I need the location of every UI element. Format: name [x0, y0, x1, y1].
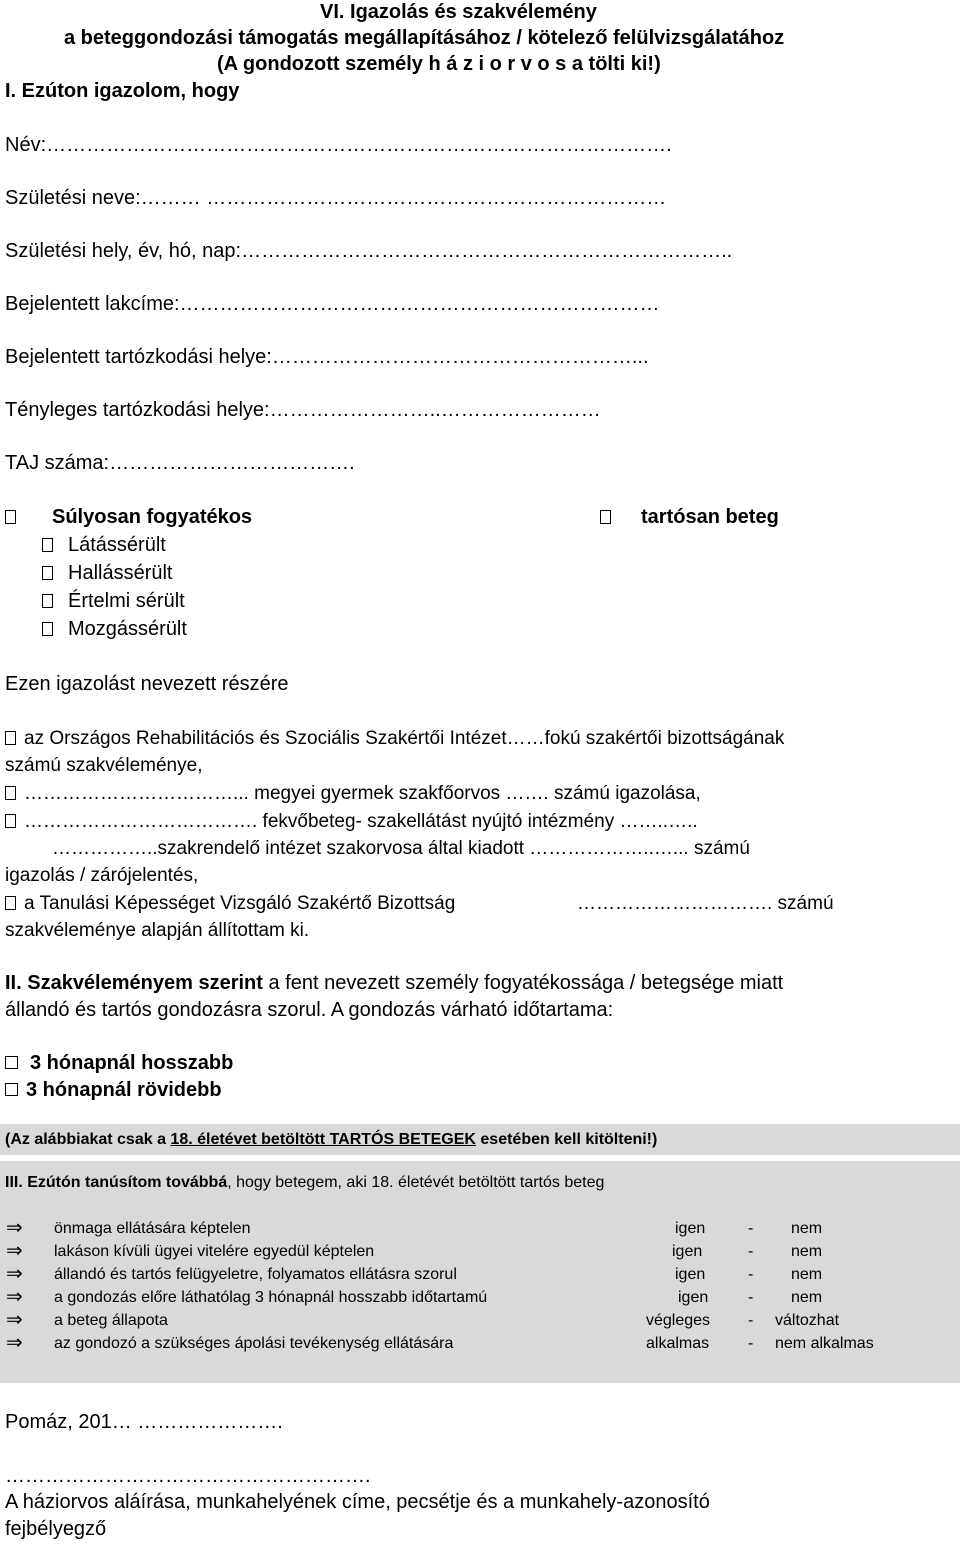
- section-2-heading: II. Szakvéleményem szerint: [5, 972, 263, 994]
- arrow-right-icon: ⇒: [6, 1240, 23, 1262]
- duration-option-shorter[interactable]: [5, 1079, 222, 1102]
- option-separator: -: [748, 1266, 754, 1283]
- source-option-hospital[interactable]: [5, 811, 698, 833]
- source-option-county-pediatrician[interactable]: [5, 783, 701, 805]
- section-3-heading: III. Ezútón tanúsítom továbbá: [5, 1174, 228, 1191]
- section-2-paragraph: [5, 972, 783, 995]
- note-text: esetében kell kitölteni!): [475, 1131, 658, 1148]
- taj-number-field[interactable]: [5, 452, 355, 475]
- subtype-checkbox-row[interactable]: [42, 562, 172, 585]
- option-separator: -: [748, 1243, 754, 1260]
- option-yes[interactable]: igen: [678, 1289, 709, 1306]
- option-separator: -: [748, 1289, 754, 1306]
- option-no[interactable]: nem: [791, 1243, 823, 1260]
- name-field[interactable]: [5, 134, 672, 157]
- subtype-label: Mozgássérült: [68, 618, 187, 640]
- source-text-continued: szakvéleménye alapján állítottam ki.: [5, 920, 310, 941]
- field-dots: ………………………………………………………………………………….: [46, 134, 672, 156]
- option-not-suitable[interactable]: nem alkalmas: [775, 1335, 874, 1352]
- field-label: Bejelentett tartózkodási helye:: [5, 346, 272, 368]
- source-text-continued: számú szakvéleménye,: [5, 755, 203, 776]
- statement-row: [0, 1333, 960, 1357]
- source-option-institute[interactable]: [5, 728, 784, 750]
- registered-residence-field[interactable]: [5, 346, 649, 369]
- statement-row: [0, 1241, 960, 1265]
- checkbox-icon[interactable]: [42, 566, 53, 580]
- source-text: ……………………………... megyei gyermek szakfőorvos ……. számú igazolása,: [24, 783, 701, 804]
- source-text-continued: ……………..szakrendelő intézet szakorvosa által kiadott ………………..…... számú: [52, 838, 750, 859]
- option-suitable[interactable]: alkalmas: [646, 1335, 710, 1352]
- actual-residence-field[interactable]: [5, 399, 601, 422]
- registered-address-field[interactable]: [5, 293, 660, 316]
- subtype-checkbox-row[interactable]: [42, 534, 166, 557]
- field-dots: ………………………………………………...: [271, 346, 649, 368]
- field-label: TAJ száma:: [5, 452, 110, 474]
- option-yes[interactable]: igen: [675, 1266, 706, 1283]
- option-no[interactable]: nem: [791, 1289, 823, 1306]
- field-label: Tényleges tartózkodási helye:: [5, 399, 270, 421]
- document-subtitle: a beteggondozási támogatás megállapításához / kötelező felülvizsgálatához: [64, 27, 785, 49]
- checkbox-icon[interactable]: [5, 1056, 18, 1069]
- source-text-continued: igazolás / zárójelentés,: [5, 865, 199, 886]
- chronic-label: tartósan beteg: [641, 506, 779, 528]
- source-text: ………………………………. fekvőbeteg- szakellátást nyújtó intézmény ……..…..: [24, 811, 698, 832]
- statement-text: a gondozás előre láthatólag 3 hónapnál hosszabb időtartamú: [54, 1289, 488, 1306]
- option-changing[interactable]: változhat: [775, 1312, 840, 1329]
- option-separator: -: [748, 1220, 754, 1237]
- duration-label: 3 hónapnál hosszabb: [30, 1052, 234, 1074]
- source-option-learning-committee[interactable]: [5, 893, 455, 915]
- checkbox-icon[interactable]: [600, 510, 611, 524]
- field-label: Születési hely, év, hó, nap:: [5, 240, 242, 262]
- checkbox-icon[interactable]: [5, 896, 16, 910]
- subtype-checkbox-row[interactable]: [42, 590, 185, 613]
- field-dots: ……………………………….: [109, 452, 355, 474]
- section-2-text: a fent nevezett személy fogyatékossága / betegsége miatt: [262, 972, 784, 994]
- disabled-checkbox-row[interactable]: [5, 506, 252, 529]
- duration-label: 3 hónapnál rövidebb: [26, 1079, 222, 1101]
- arrow-right-icon: ⇒: [6, 1217, 23, 1239]
- field-label: Bejelentett lakcíme:: [5, 293, 180, 315]
- issued-for-text: Ezen igazolást nevezett részére: [5, 673, 289, 695]
- checkbox-icon[interactable]: [5, 510, 16, 524]
- note-emphasis: 18. életévet betöltött TARTÓS BETEGEK: [170, 1131, 476, 1148]
- statement-text: a beteg állapota: [54, 1312, 168, 1329]
- field-label: Születési neve:: [5, 187, 141, 209]
- chronic-checkbox-row[interactable]: [600, 506, 779, 529]
- source-text: az Országos Rehabilitációs és Szociális Szakértői Intézet……fokú szakértői bizottságának: [24, 728, 785, 749]
- option-separator: -: [748, 1335, 754, 1352]
- arrow-right-icon: ⇒: [6, 1309, 23, 1331]
- field-dots: ……… ……………………………………………………………: [140, 187, 667, 209]
- section-3-heading-row: [5, 1174, 604, 1192]
- statement-row: [0, 1218, 960, 1242]
- option-yes[interactable]: igen: [672, 1243, 703, 1260]
- duration-option-longer[interactable]: [5, 1052, 233, 1075]
- subtype-checkbox-row[interactable]: [42, 618, 187, 641]
- arrow-right-icon: ⇒: [6, 1263, 23, 1285]
- section-3-text: , hogy betegem, aki 18. életévét betöltött tartós beteg: [227, 1174, 605, 1191]
- note-text: (Az alábbiakat csak a: [5, 1131, 171, 1148]
- statement-row: [0, 1310, 960, 1334]
- checkbox-icon[interactable]: [42, 538, 53, 552]
- checkbox-icon[interactable]: [5, 786, 16, 800]
- field-dots: ………………………………………………………………..: [241, 240, 733, 262]
- birth-place-date-field[interactable]: [5, 240, 732, 263]
- signature-caption-line2: fejbélyegző: [5, 1518, 107, 1540]
- checkbox-icon[interactable]: [5, 731, 16, 745]
- arrow-right-icon: ⇒: [6, 1332, 23, 1354]
- section-2-text-line2: állandó és tartós gondozásra szorul. A gondozás várható időtartama:: [5, 999, 614, 1021]
- subtype-label: Hallássérült: [68, 562, 173, 584]
- field-label: Név:: [5, 134, 47, 156]
- place-date-field[interactable]: Pomáz, 201… ………………….: [5, 1411, 283, 1433]
- checkbox-icon[interactable]: [5, 814, 16, 828]
- field-dots: ……………………..……………………: [269, 399, 601, 421]
- section-3-note: [5, 1131, 657, 1149]
- statement-text: állandó és tartós felügyeletre, folyamatos ellátásra szorul: [54, 1266, 457, 1283]
- statement-text: önmaga ellátására képtelen: [54, 1220, 251, 1237]
- statement-row: [0, 1264, 960, 1288]
- source-text: a Tanulási Képességet Vizsgáló Szakértő Bizottság: [24, 893, 456, 914]
- statement-text: az gondozó a szükséges ápolási tevékenység ellátására: [54, 1335, 454, 1352]
- source-text-continued: …………………………. számú: [577, 893, 834, 914]
- subtype-label: Értelmi sérült: [68, 590, 185, 612]
- signature-caption: A háziorvos aláírása, munkahelyének címe, pecsétje és a munkahely-azonosító: [5, 1491, 710, 1513]
- statement-text: lakáson kívüli ügyei vitelére egyedül képtelen: [54, 1243, 375, 1260]
- checkbox-icon[interactable]: [42, 594, 53, 608]
- option-separator: -: [748, 1312, 754, 1329]
- checkbox-icon[interactable]: [5, 1083, 18, 1096]
- statement-row: [0, 1287, 960, 1311]
- disabled-label: Súlyosan fogyatékos: [52, 506, 253, 528]
- option-no[interactable]: nem: [791, 1220, 823, 1237]
- option-no[interactable]: nem: [791, 1266, 823, 1283]
- document-title: VI. Igazolás és szakvélemény: [320, 1, 597, 23]
- subtype-label: Látássérült: [68, 534, 166, 556]
- arrow-right-icon: ⇒: [6, 1286, 23, 1308]
- option-yes[interactable]: igen: [675, 1220, 706, 1237]
- signature-line[interactable]: ……………………………………………….: [5, 1465, 371, 1487]
- checkbox-icon[interactable]: [42, 622, 53, 636]
- birth-name-field[interactable]: [5, 187, 666, 210]
- option-permanent[interactable]: végleges: [646, 1312, 711, 1329]
- section-1-heading: I. Ezúton igazolom, hogy: [5, 80, 240, 102]
- document-instruction: (A gondozott személy h á z i o r v o s a tölti ki!): [217, 53, 661, 75]
- field-dots: ………………………………………………………………: [179, 293, 660, 315]
